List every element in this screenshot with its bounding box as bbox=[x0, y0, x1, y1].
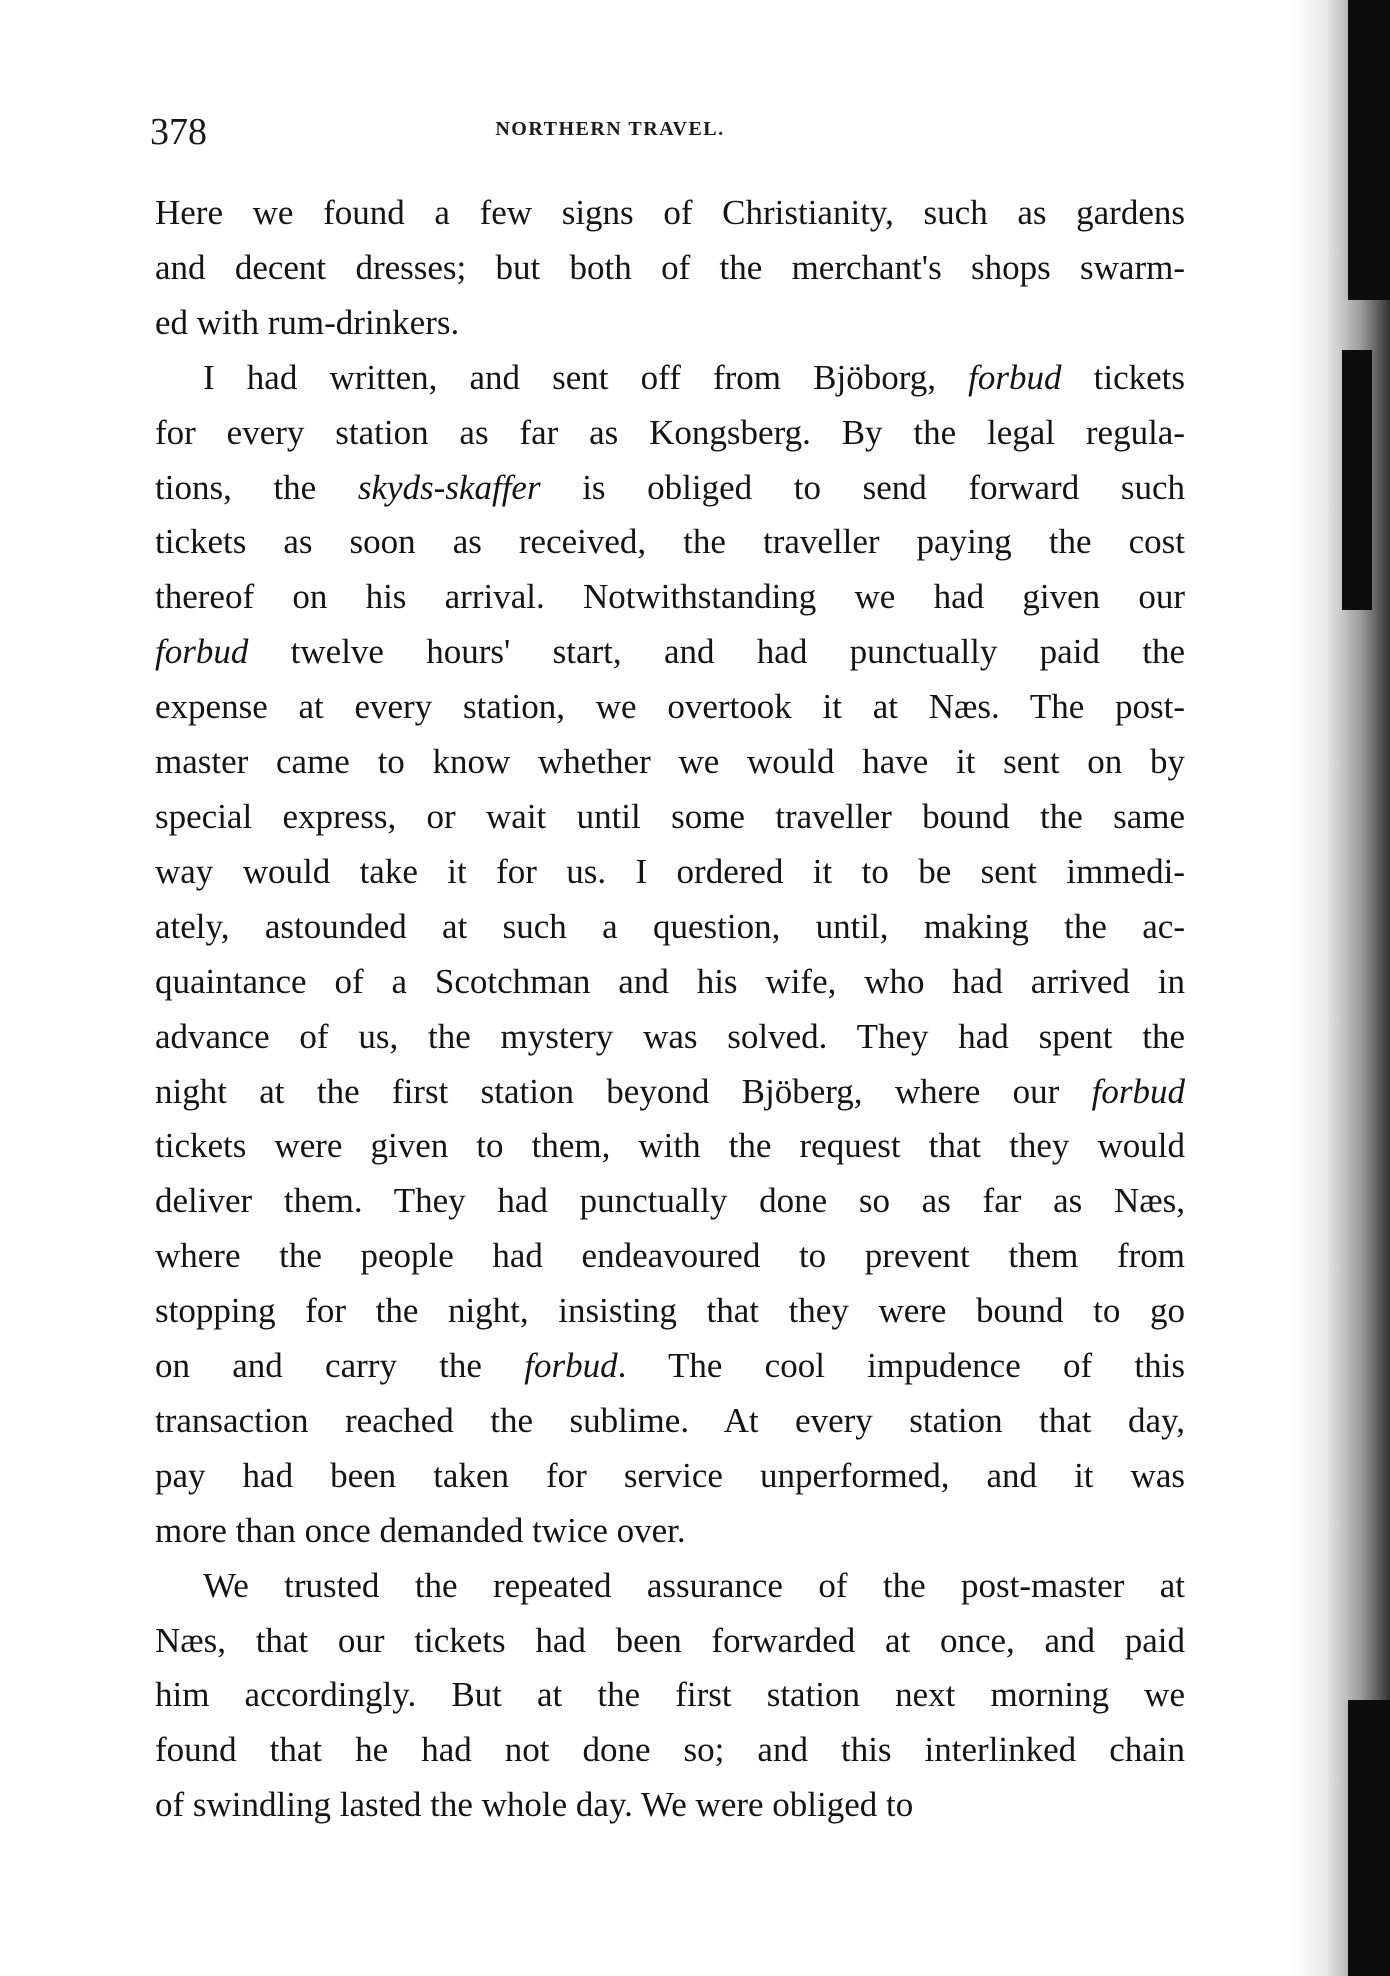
text-line: night at the first station beyond Bjöberg, where our forbud bbox=[155, 1071, 1185, 1111]
scan-gutter-dark-top bbox=[1348, 0, 1390, 300]
page-number: 378 bbox=[150, 111, 207, 153]
text-line: quaintance of a Scotchman and his wife, who had arrived in bbox=[155, 961, 1185, 1001]
paragraph-p1 bbox=[155, 186, 1185, 351]
text-line: ed with rum-drinkers. bbox=[155, 302, 460, 342]
text-line: thereof on his arrival. Notwithstanding we had given our bbox=[155, 577, 1185, 617]
text-line: stopping for the night, insisting that they were bound to go bbox=[155, 1291, 1185, 1331]
scan-gutter-dark-middle bbox=[1342, 350, 1372, 610]
text-line: of swindling lasted the whole day. We were obliged to bbox=[155, 1785, 914, 1825]
text-line: expense at every station, we overtook it at Næs. The post- bbox=[155, 687, 1185, 727]
text-line: and decent dresses; but both of the merchant's shops swarm- bbox=[155, 247, 1185, 287]
text-line: I had written, and sent off from Bjöborg, forbud tickets bbox=[203, 357, 1185, 397]
text-line: Næs, that our tickets had been forwarded at once, and paid bbox=[155, 1620, 1185, 1660]
body-text bbox=[155, 186, 1185, 1833]
text-line: where the people had endeavoured to prevent them from bbox=[155, 1236, 1185, 1276]
text-line: advance of us, the mystery was solved. They had spent the bbox=[155, 1016, 1185, 1056]
text-line: found that he had not done so; and this interlinked chain bbox=[155, 1730, 1185, 1770]
text-line: tickets were given to them, with the request that they would bbox=[155, 1126, 1185, 1166]
text-line: transaction reached the sublime. At every station that day, bbox=[155, 1400, 1185, 1440]
text-line: tickets as soon as received, the traveller paying the cost bbox=[155, 522, 1185, 562]
text-line: We trusted the repeated assurance of the post-master at bbox=[203, 1565, 1185, 1605]
page-header bbox=[150, 110, 1070, 160]
text-line: Here we found a few signs of Christianity, such as gardens bbox=[155, 193, 1185, 232]
paragraph-p2 bbox=[155, 351, 1185, 1559]
text-line: pay had been taken for service unperformed, and it was bbox=[155, 1455, 1185, 1495]
text-line: deliver them. They had punctually done so as far as Næs, bbox=[155, 1181, 1185, 1221]
text-line: master came to know whether we would have it sent on by bbox=[155, 742, 1185, 782]
running-head: NORTHERN TRAVEL. bbox=[495, 118, 725, 140]
text-line: way would take it for us. I ordered it to be sent immedi- bbox=[155, 851, 1185, 891]
text-line: ately, astounded at such a question, until, making the ac- bbox=[155, 906, 1185, 946]
text-line: on and carry the forbud. The cool impudence of this bbox=[155, 1346, 1185, 1386]
text-line: tions, the skyds-skaffer is obliged to send forward such bbox=[155, 467, 1186, 507]
text-line: for every station as far as Kongsberg. By the legal regula- bbox=[155, 412, 1185, 452]
text-line: him accordingly. But at the first station next morning we bbox=[155, 1675, 1185, 1715]
text-line: more than once demanded twice over. bbox=[155, 1510, 686, 1550]
paragraph-p3 bbox=[155, 1559, 1185, 1834]
text-line: forbud twelve hours' start, and had punctually paid the bbox=[155, 632, 1185, 672]
text-line: special express, or wait until some traveller bound the same bbox=[155, 796, 1185, 836]
scan-gutter-dark-bottom bbox=[1348, 1700, 1390, 1976]
